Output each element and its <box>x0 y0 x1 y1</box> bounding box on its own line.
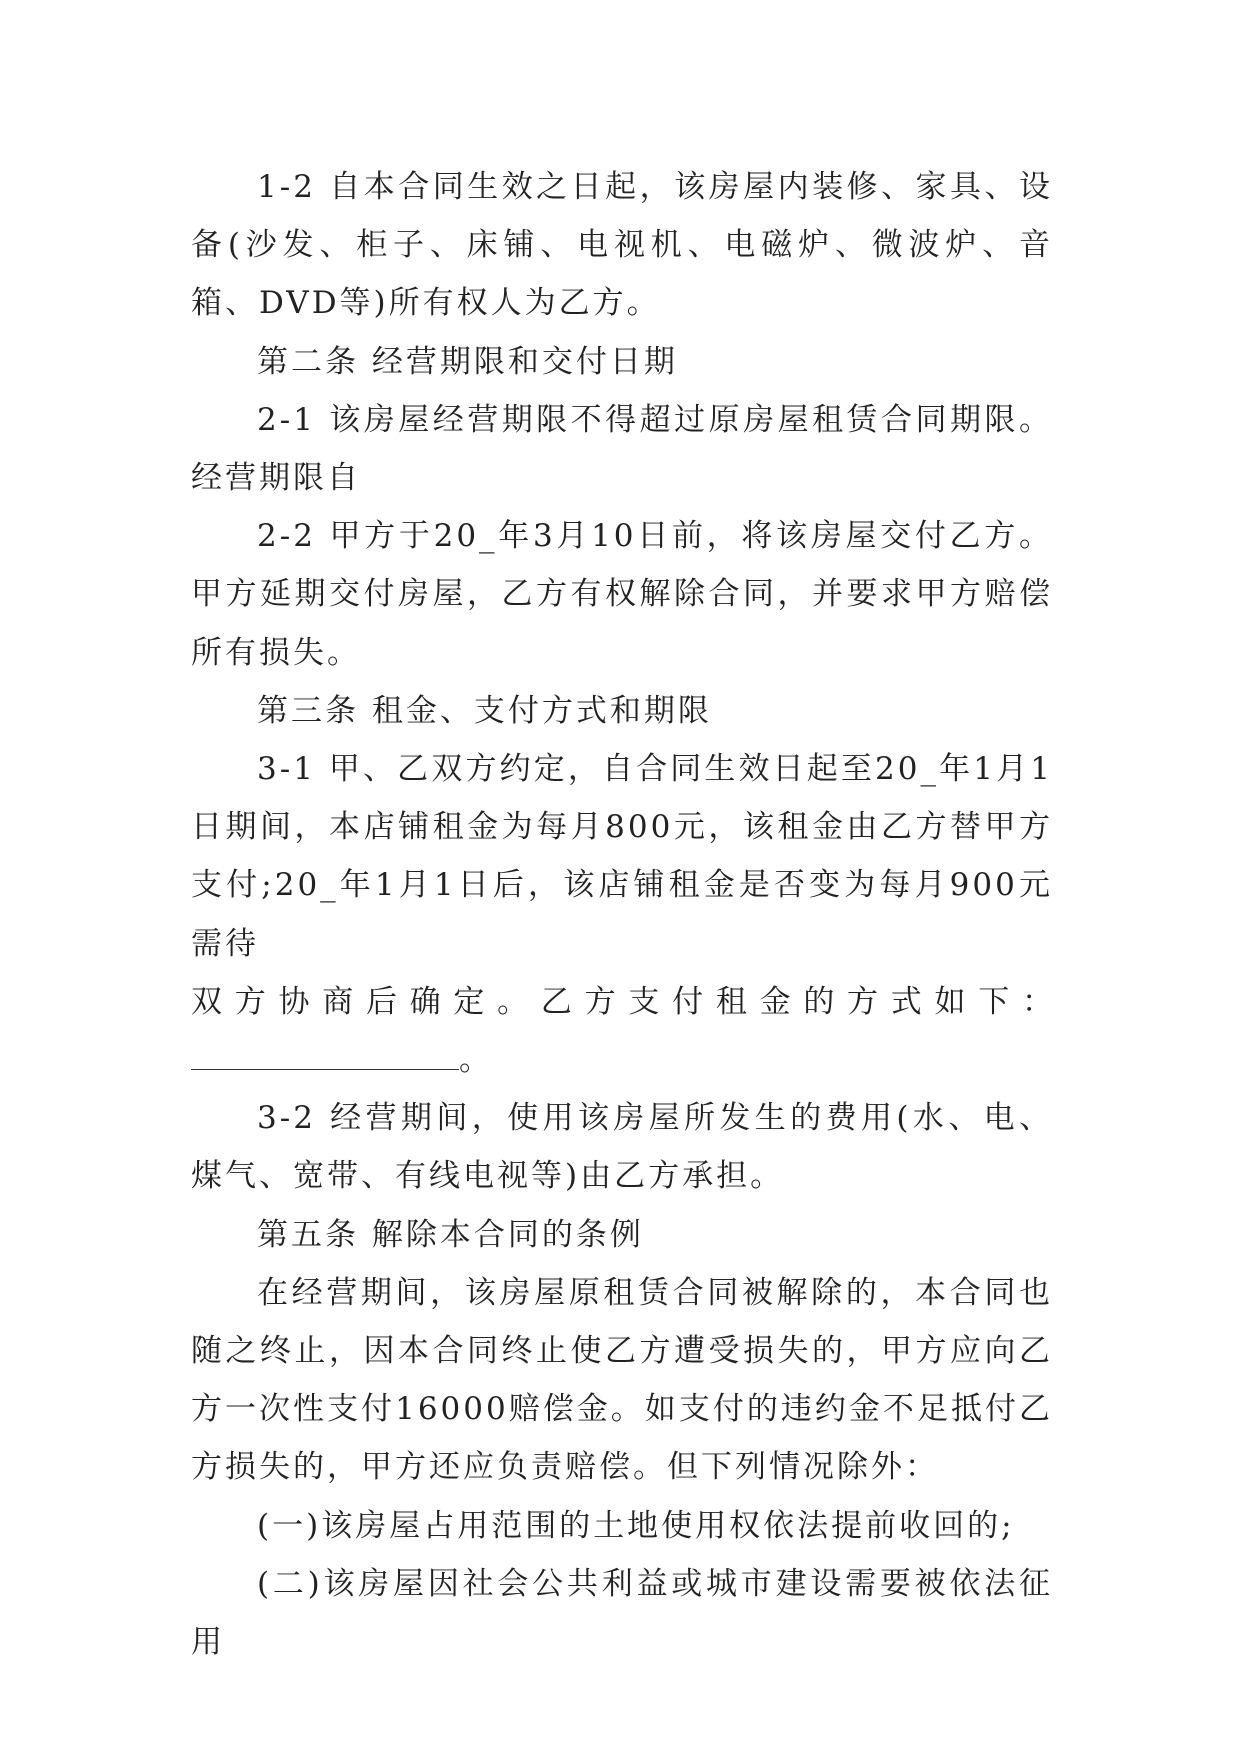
exception-item-2: (二)该房屋因社会公共利益或城市建设需要被依法征用 <box>191 1565 1053 1661</box>
fill-in-blank-line <box>191 1035 459 1070</box>
exception-item-1: (一)该房屋占用范围的土地使用权依法提前收回的; <box>257 1507 1015 1544</box>
payment-method-blank <box>191 1031 1053 1089</box>
paragraph-1-2: 1-2 自本合同生效之日起，该房屋内装修、家具、设备(沙发、柜子、床铺、电视机、电磁炉、微波炉、音箱、DVD等)所有权人为乙方。 <box>191 169 1053 322</box>
paragraph-2-1: 2-1 该房屋经营期限不得超过原房屋租赁合同期限。经营期限自 <box>191 401 1053 497</box>
section-heading-5: 第五条 解除本合同的条例 <box>257 1216 644 1253</box>
paragraph-3-2: 3-2 经营期间，使用该房屋所发生的费用(水、电、煤气、宽带、有线电视等)由乙方承担。 <box>191 1100 1053 1195</box>
document-body <box>191 158 1053 1671</box>
paragraph-2-2: 2-2 甲方于20_年3月10日前，将该房屋交付乙方。甲方延期交付房屋，乙方有权解除合同，并要求甲方赔偿所有损失。 <box>191 518 1053 671</box>
paragraph-termination: 在经营期间，该房屋原租赁合同被解除的，本合同也随之终止，因本合同终止使乙方遭受损失的，甲方应向乙方一次性支付16000赔偿金。如支付的违约金不足抵付乙方损失的，甲方还应负责赔偿。但下列情况除外： <box>191 1274 1053 1486</box>
paragraph-3-1: 3-1 甲、乙双方约定，自合同生效日起至20_年1月1日期间，本店铺租金为每月800元，该租金由乙方替甲方支付;20_年1月1日后，该店铺租金是否变为每月900元需待 <box>191 751 1053 962</box>
paragraph-3-1-continued: 双方协商后确定。乙方支付租金的方式如下： <box>191 983 1053 1020</box>
blank-line-period: 。 <box>459 1042 490 1079</box>
section-heading-2: 第二条 经营期限和交付日期 <box>257 343 678 380</box>
section-heading-3: 第三条 租金、支付方式和期限 <box>257 692 712 729</box>
